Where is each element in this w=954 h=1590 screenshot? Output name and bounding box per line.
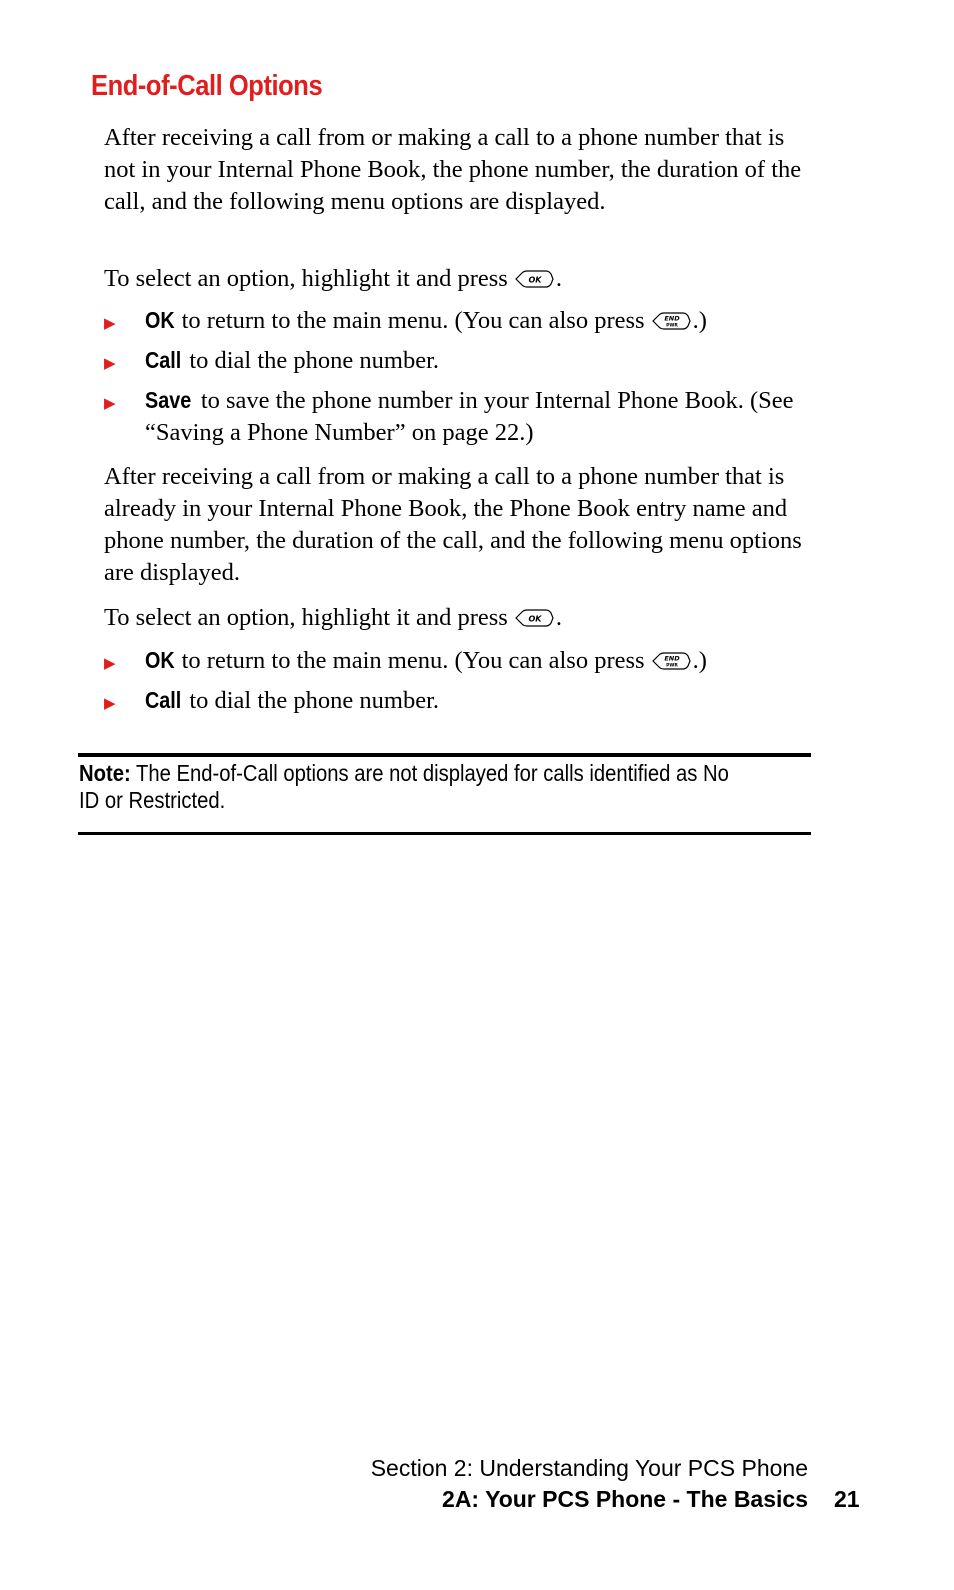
bullet-arrow-icon: ▶ (104, 394, 116, 412)
svg-text:END: END (663, 654, 680, 663)
page-number: 21 (834, 1486, 860, 1512)
bullet-arrow-icon: ▶ (104, 654, 116, 672)
intro-paragraph-2: After receiving a call from or making a call to a phone number that is already in your Internal Phone Book, the Phone Book entry name and phone number, the duration of the call, and the following menu options are displayed. (104, 463, 802, 586)
select-instruction-punct: . (555, 265, 562, 292)
option-description: to dial the phone number. (183, 347, 440, 374)
svg-text:OK: OK (528, 275, 542, 285)
option-keyword: Save (145, 387, 192, 413)
bullet-arrow-icon: ▶ (104, 354, 116, 372)
intro-paragraph-1: After receiving a call from or making a call to a phone number that is not in your Internal Phone Book, the phone number, the duration of the call, and the following menu options are displayed. (104, 124, 802, 215)
option-keyword: OK (145, 647, 175, 673)
svg-text:END: END (663, 314, 680, 323)
note-bottom-rule (78, 832, 811, 835)
select-instruction-text: To select an option, highlight it and press (104, 265, 508, 292)
note-top-rule (78, 753, 811, 757)
select-instruction-text: To select an option, highlight it and press (104, 604, 508, 631)
option-description: to return to the main menu. (You can also press (175, 647, 645, 674)
bullet-arrow-icon: ▶ (104, 314, 116, 332)
option-description: to return to the main menu. (You can also press (175, 307, 645, 334)
footer-chapter-title: 2A: Your PCS Phone - The Basics (442, 1486, 808, 1512)
option-keyword: OK (145, 307, 175, 333)
option-description-end: .) (692, 307, 707, 334)
ok-key-icon (512, 606, 556, 628)
select-instruction-2 (104, 602, 814, 634)
note-text: The End-of-Call options are not displayed for calls identified as No ID or Restricted. (79, 760, 729, 813)
option-description-end: .) (692, 647, 707, 674)
svg-text:PWR: PWR (665, 663, 678, 669)
svg-text:PWR: PWR (665, 323, 678, 329)
option-description: to save the phone number in your Internal Phone Book. (See “Saving a Phone Number” on page 22.) (145, 387, 794, 446)
footer-section-title: Section 2: Understanding Your PCS Phone (370, 1455, 808, 1481)
select-instruction-punct: . (555, 604, 562, 631)
option-keyword: Call (145, 687, 182, 713)
ok-key-icon (512, 267, 556, 289)
option-keyword: Call (145, 347, 182, 373)
svg-text:OK: OK (528, 614, 542, 624)
page-heading: End-of-Call Options (91, 70, 323, 102)
end-pwr-key-icon (649, 309, 693, 331)
note-label: Note: (79, 760, 131, 786)
end-pwr-key-icon (649, 649, 693, 671)
bullet-arrow-icon: ▶ (104, 694, 116, 712)
note-box (79, 760, 748, 814)
select-instruction-1 (104, 263, 814, 295)
option-description: to dial the phone number. (183, 687, 440, 714)
